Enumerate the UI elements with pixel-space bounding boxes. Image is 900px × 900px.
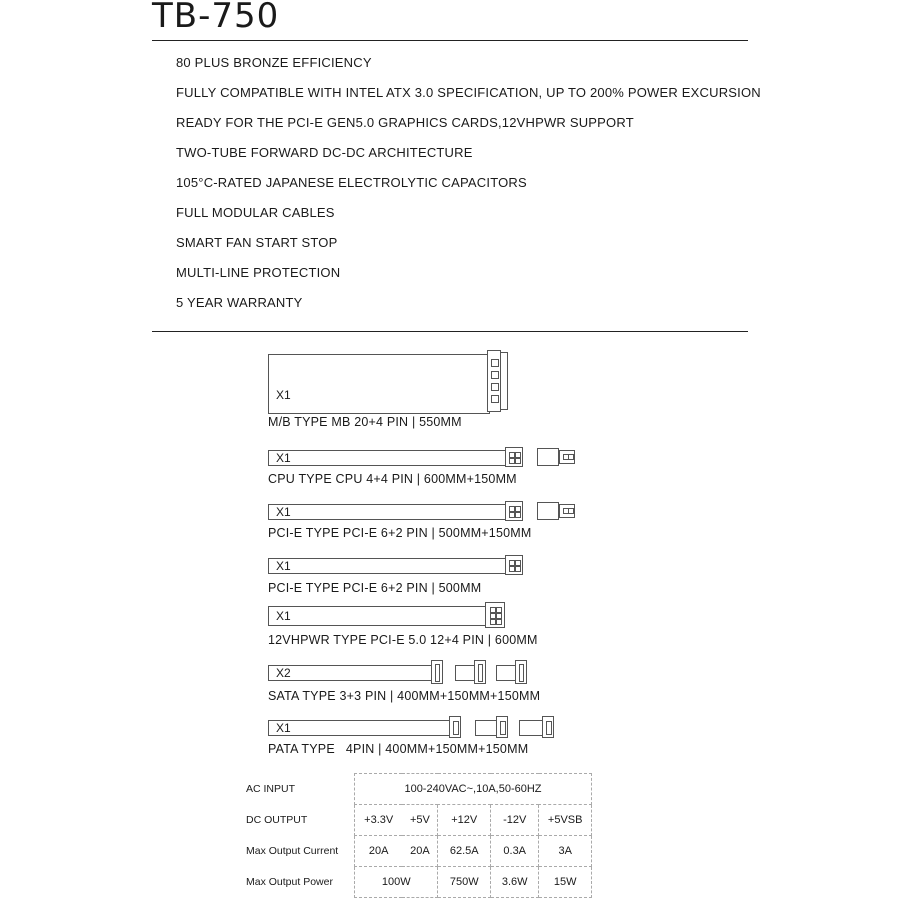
molex-connector-icon	[496, 716, 508, 738]
cable-quantity: X1	[276, 721, 291, 735]
pcie-connector-icon	[505, 555, 523, 575]
cable-label: SATA TYPE 3+3 PIN | 400MM+150MM+150MM	[268, 689, 541, 703]
pcie-secondary-connector-icon	[559, 504, 575, 518]
cable-body	[268, 665, 434, 681]
12vhpwr-connector-icon	[485, 602, 505, 628]
cable-label: CPU TYPE CPU 4+4 PIN | 600MM+150MM	[268, 472, 517, 486]
power-value: 15W	[539, 867, 592, 898]
atx-connector-latch-icon	[500, 352, 508, 410]
cable-label: 12VHPWR TYPE PCI-E 5.0 12+4 PIN | 600MM	[268, 633, 538, 647]
product-title: TB-750	[152, 0, 280, 36]
cpu-connector-icon	[505, 447, 523, 467]
power-value: 3.6W	[491, 867, 539, 898]
sata-connector-icon	[515, 660, 527, 684]
molex-connector-icon	[449, 716, 461, 738]
max-power-row	[246, 867, 592, 898]
rail-label: +3.3V	[355, 805, 403, 836]
feature-item: FULL MODULAR CABLES	[176, 205, 335, 220]
row-header: AC INPUT	[246, 783, 296, 795]
current-value: 3A	[539, 836, 592, 867]
cable-body	[268, 450, 508, 466]
ac-input-row	[246, 774, 592, 805]
feature-item: MULTI-LINE PROTECTION	[176, 265, 341, 280]
cpu-secondary-connector-icon	[559, 450, 575, 464]
molex-connector-icon	[542, 716, 554, 738]
cable-quantity: X1	[276, 559, 291, 573]
sata-connector-icon	[431, 660, 443, 684]
rail-label: +5V	[402, 805, 438, 836]
row-header: Max Output Power	[246, 876, 333, 888]
dc-output-row	[246, 805, 592, 836]
power-value: 750W	[438, 867, 491, 898]
rail-label: +12V	[438, 805, 491, 836]
current-value: 20A	[355, 836, 403, 867]
cable-label: PATA TYPE 4PIN | 400MM+150MM+150MM	[268, 742, 529, 756]
cable-body	[268, 606, 488, 626]
cpu-secondary-connector-icon	[537, 448, 559, 466]
cable-quantity: X1	[276, 388, 291, 402]
cable-quantity: X2	[276, 666, 291, 680]
cable-body	[268, 504, 508, 520]
rail-label: -12V	[491, 805, 539, 836]
cable-label: PCI-E TYPE PCI-E 6+2 PIN | 500MM+150MM	[268, 526, 532, 540]
feature-item: 105°C-RATED JAPANESE ELECTROLYTIC CAPACITORS	[176, 175, 527, 190]
feature-item: TWO-TUBE FORWARD DC-DC ARCHITECTURE	[176, 145, 473, 160]
feature-item: 80 PLUS BRONZE EFFICIENCY	[176, 55, 372, 70]
top-divider	[152, 40, 748, 41]
cable-label: PCI-E TYPE PCI-E 6+2 PIN | 500MM	[268, 581, 482, 595]
ac-input-value: 100-240VAC~,10A,50-60HZ	[355, 774, 592, 805]
rail-label: +5VSB	[539, 805, 592, 836]
current-value: 0.3A	[491, 836, 539, 867]
spec-table	[246, 773, 592, 898]
current-value: 62.5A	[438, 836, 491, 867]
feature-item: 5 YEAR WARRANTY	[176, 295, 303, 310]
cable-quantity: X1	[276, 505, 291, 519]
cable-label: M/B TYPE MB 20+4 PIN | 550MM	[268, 415, 462, 429]
row-header: DC OUTPUT	[246, 814, 308, 826]
cable-quantity: X1	[276, 609, 291, 623]
feature-item: READY FOR THE PCI-E GEN5.0 GRAPHICS CARDS,12VHPWR SUPPORT	[176, 115, 634, 130]
cable-quantity: X1	[276, 451, 291, 465]
feature-list	[176, 54, 761, 324]
cable-body	[268, 558, 508, 574]
current-value: 20A	[402, 836, 438, 867]
cable-body	[268, 354, 490, 414]
pcie-connector-icon	[505, 501, 523, 521]
feature-item: SMART FAN START STOP	[176, 235, 338, 250]
atx-24pin-connector-icon	[487, 350, 501, 412]
row-header: Max Output Current	[246, 845, 339, 857]
max-current-row	[246, 836, 592, 867]
sata-connector-icon	[474, 660, 486, 684]
bottom-divider	[152, 331, 748, 332]
pcie-secondary-connector-icon	[537, 502, 559, 520]
feature-item: FULLY COMPATIBLE WITH INTEL ATX 3.0 SPECIFICATION, UP TO 200% POWER EXCURSION	[176, 85, 761, 100]
power-value: 100W	[355, 867, 438, 898]
cable-body	[268, 720, 452, 736]
